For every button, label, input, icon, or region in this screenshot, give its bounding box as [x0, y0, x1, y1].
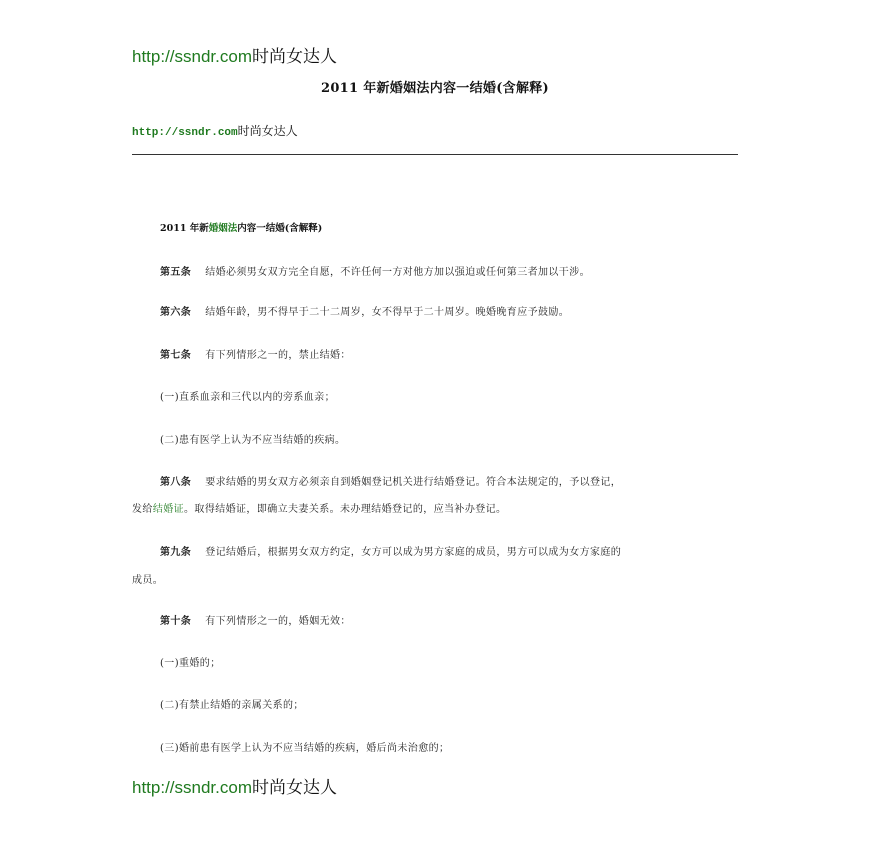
article-9-text: 登记结婚后，根据男女双方约定，女方可以成为男方家庭的成员，男方可以成为女方家庭的 [205, 547, 622, 558]
subheader-site-name: 时尚女达人 [237, 124, 298, 138]
article-10 [160, 612, 351, 627]
footer-site-name: 时尚女达人 [252, 778, 337, 798]
article-8-line-2 [132, 500, 506, 515]
article-7-text: 有下列情形之一的，禁止结婚： [205, 350, 351, 361]
article-10-text: 有下列情形之一的，婚姻无效： [205, 616, 351, 627]
article-9-line-2: 成员。 [132, 575, 164, 586]
article-9-number: 第九条 [160, 547, 192, 558]
page-footer [132, 773, 337, 798]
article-10-item-2: (二)有禁止结婚的亲属关系的； [160, 700, 304, 711]
page-header [132, 42, 337, 67]
article-5-text: 结婚必须男女双方完全自愿，不许任何一方对他方加以强迫或任何第三者加以干涉。 [205, 267, 591, 278]
article-8-number: 第八条 [160, 477, 192, 488]
article-7 [160, 346, 351, 361]
article-title [160, 220, 322, 234]
article-7-item-2: (二)患有医学上认为不应当结婚的疾病。 [160, 435, 346, 446]
header-site-name: 时尚女达人 [252, 47, 337, 67]
footer-url-link[interactable]: http://ssndr.com [132, 778, 252, 797]
sub-header [132, 122, 298, 139]
article-10-item-3: (三)婚前患有医学上认为不应当结婚的疾病，婚后尚未治愈的； [160, 743, 450, 754]
article-9 [160, 543, 621, 558]
article-5 [160, 263, 590, 278]
header-url-link[interactable]: http://ssndr.com [132, 47, 252, 66]
article-6 [160, 303, 569, 318]
article-8-line-2-suffix: 。取得结婚证，即确立夫妻关系。未办理结婚登记的，应当补办登记。 [184, 504, 507, 515]
article-6-number: 第六条 [160, 307, 192, 318]
divider-line [132, 154, 738, 155]
article-7-number: 第七条 [160, 350, 192, 361]
subheader-url-link[interactable]: http://ssndr.com [132, 127, 238, 139]
article-6-text: 结婚年龄，男不得早于二十二周岁，女不得早于二十周岁。晚婚晚育应予鼓励。 [205, 307, 570, 318]
article-10-item-1: (一)重婚的； [160, 658, 221, 669]
article-10-number: 第十条 [160, 616, 192, 627]
article-7-item-1: (一)直系血亲和三代以内的旁系血亲； [160, 392, 336, 403]
document-title: 2011 年新婚姻法内容一结婚(含解释) [320, 81, 549, 96]
article-8 [160, 473, 621, 488]
marriage-certificate-link[interactable]: 结婚证 [152, 504, 185, 515]
article-title-prefix: 2011 年新 [160, 223, 209, 234]
article-8-text: 要求结婚的男女双方必须亲自到婚姻登记机关进行结婚登记。符合本法规定的，予以登记， [205, 477, 622, 488]
article-title-suffix: 内容一结婚(含解释) [237, 223, 323, 234]
article-5-number: 第五条 [160, 267, 192, 278]
article-title-link[interactable]: 婚姻法 [208, 223, 238, 234]
article-8-line-2-prefix: 发给 [132, 504, 153, 515]
